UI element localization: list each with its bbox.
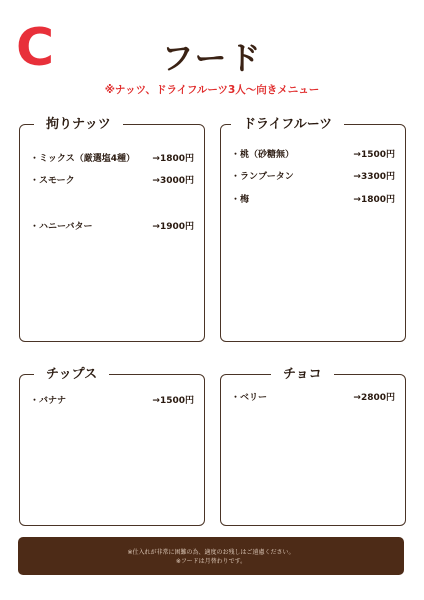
section-title: チョコ <box>271 366 334 384</box>
section-title: ドライフルーツ <box>231 116 344 134</box>
section-title: 拘りナッツ <box>34 116 123 134</box>
menu-item-name: ・ハニーバター <box>30 222 93 232</box>
menu-item-name: ・ベリー <box>231 393 268 403</box>
section-chocolate <box>220 367 406 526</box>
menu-item-price: →3000円 <box>152 176 194 186</box>
menu-item-price: →1800円 <box>353 195 395 205</box>
section-chips <box>19 367 205 526</box>
section-dried-fruits <box>220 117 406 342</box>
menu-item-price: →1800円 <box>152 154 194 164</box>
section-nuts <box>19 117 205 342</box>
footer-note-line-2: ※フードは月替わりです。 <box>175 558 247 565</box>
menu-item-name: ・桃（砂糖無） <box>231 150 295 160</box>
brand-logo-letter: C <box>16 18 55 78</box>
menu-item-price: →1500円 <box>353 150 395 160</box>
menu-item-name: ・ランブータン <box>231 172 294 182</box>
menu-item-price: →3300円 <box>353 172 395 182</box>
menu-item-name: ・梅 <box>231 195 250 205</box>
footer-note-line-1: ※仕入れが非常に困難の為、適度のお残しはご遠慮ください。 <box>127 549 295 556</box>
menu-item-price: →1500円 <box>152 396 194 406</box>
footer-notice <box>18 537 404 575</box>
menu-item-price: →2800円 <box>353 393 395 403</box>
page-title: フード <box>161 39 263 77</box>
page-subtitle: ※ナッツ、ドライフルーツ3人～向きメニュー <box>104 84 320 96</box>
menu-item-name: ・ミックス（厳選塩4種） <box>30 154 135 164</box>
section-title: チップス <box>34 366 109 384</box>
menu-item-name: ・バナナ <box>30 396 67 406</box>
menu-item-name: ・スモーク <box>30 176 75 186</box>
menu-item-price: →1900円 <box>152 222 194 232</box>
